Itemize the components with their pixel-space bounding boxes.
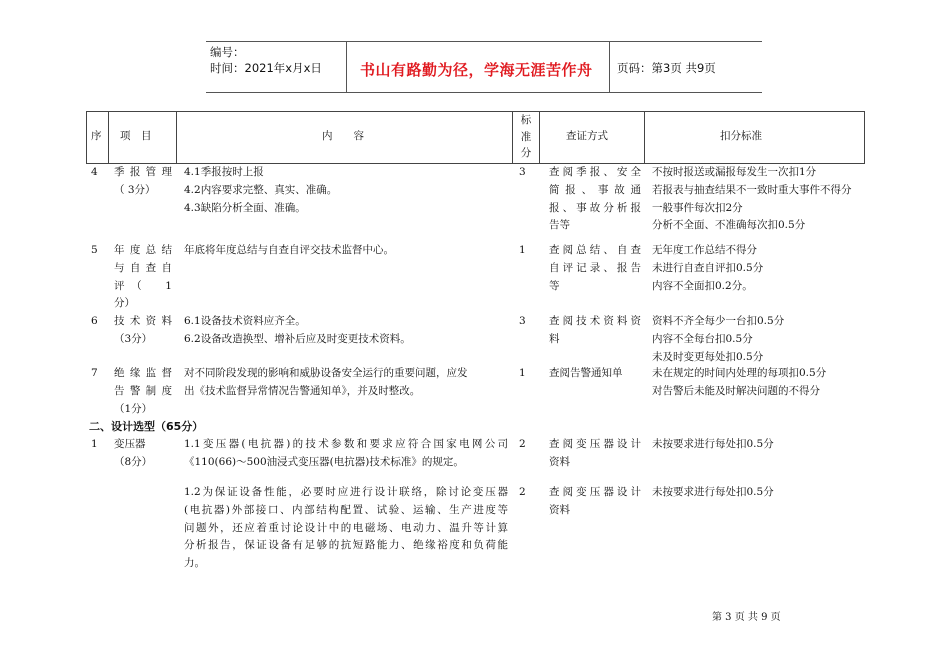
row-method-line: 查阅变压器设计 xyxy=(549,486,641,498)
row-score: 2 xyxy=(519,486,526,498)
row-deduction xyxy=(652,484,774,502)
table-col-border xyxy=(864,111,865,163)
row-method-line: 查阅技术资料资 xyxy=(549,315,641,327)
row-seq: 1 xyxy=(91,438,98,450)
row-method xyxy=(549,242,641,295)
header-deduction: 扣分标准 xyxy=(720,130,762,142)
header-standard xyxy=(513,112,539,162)
header-seq: 序 xyxy=(91,130,102,142)
table-top-border xyxy=(86,111,865,112)
row-content-line: 1.2为保证设备性能，必要时应进行设计联络，除讨论变压器 xyxy=(184,486,508,498)
row-method-line: 简报、事故通 xyxy=(549,183,641,196)
row-score: 1 xyxy=(519,367,526,379)
row-method-line: 等 xyxy=(549,279,560,292)
row-item xyxy=(114,164,172,200)
row-method-line: 自评记录、报告 xyxy=(549,261,641,274)
row-deduction-line: 对告警后未能及时解决问题的不得分 xyxy=(652,384,820,397)
row-content xyxy=(184,164,337,217)
row-content-line: (电抗器)外部接口、内部结构配置、试验、运输、生产进度等 xyxy=(184,503,508,516)
row-deduction-line: 未及时变更每处扣0.5分 xyxy=(652,350,764,363)
row-method-line: 查阅季报、安全 xyxy=(549,166,641,178)
row-content xyxy=(184,484,508,573)
row-content-line: 6.2设备改造换型、增补后应及时变更技术资料。 xyxy=(184,332,411,345)
row-content-line: 6.1设备技术资料应齐全。 xyxy=(184,315,306,327)
row-item-line: （1分） xyxy=(114,402,153,415)
row-method xyxy=(549,484,641,520)
row-deduction-line: 分析不全面、不准确每次扣0.5分 xyxy=(652,219,806,232)
header-standard-line: 准 xyxy=(520,130,532,143)
row-deduction xyxy=(652,313,784,366)
page-label: 页码：第3页 共9页 xyxy=(617,61,716,75)
row-deduction-line: 未按要求进行每处扣0.5分 xyxy=(652,438,774,450)
row-method xyxy=(549,436,641,472)
header-content: 内 容 xyxy=(322,130,364,142)
row-method-line: 资料 xyxy=(549,503,570,516)
row-method-line: 报、事故分析报 xyxy=(549,201,641,214)
row-content-line: 力。 xyxy=(184,557,205,570)
table-col-border xyxy=(176,111,177,163)
row-deduction xyxy=(652,164,852,235)
row-method xyxy=(549,164,641,235)
row-item xyxy=(114,436,172,472)
row-content-line: 1.1变压器(电抗器)的技术参数和要求应符合国家电网公司 xyxy=(184,438,508,450)
row-deduction xyxy=(652,365,826,401)
header-standard-line: 分 xyxy=(520,147,532,159)
row-content xyxy=(184,365,468,401)
row-seq: 7 xyxy=(91,367,98,379)
row-score: 3 xyxy=(519,166,526,178)
row-content-line: 4.3缺陷分析全面、准确。 xyxy=(184,201,306,214)
header-standard-line: 标 xyxy=(520,114,532,126)
header-item: 项 目 xyxy=(120,130,152,142)
row-deduction xyxy=(652,436,774,454)
row-deduction-line: 资料不齐全每少一台扣0.5分 xyxy=(652,315,785,327)
table-col-border xyxy=(539,111,540,163)
row-content-line: 出《技术监督异常情况告警通知单》，并及时整改。 xyxy=(184,384,421,397)
row-method-line: 料 xyxy=(549,332,560,345)
code-label: 编号： xyxy=(210,45,245,59)
row-item-line: （3分） xyxy=(114,332,153,345)
row-method-line: 查阅告警通知单 xyxy=(549,367,623,379)
row-deduction-line: 若报表与抽查结果不一致时重大事件不得分 xyxy=(652,183,852,196)
row-content-line: 问题外，还应着重讨论设计中的电磁场、电动力、温升等计算 xyxy=(184,521,508,534)
row-seq: 6 xyxy=(91,315,98,327)
row-method xyxy=(549,313,641,349)
row-content xyxy=(184,436,508,472)
table-col-border xyxy=(108,111,109,163)
row-item-line: （ 3分） xyxy=(114,183,156,196)
row-content-line: 年底将年度总结与自查自评交技术监督中心。 xyxy=(184,244,394,256)
row-item xyxy=(114,242,172,313)
row-score: 2 xyxy=(519,438,526,450)
row-content xyxy=(184,313,411,349)
header-divider-right xyxy=(609,41,610,93)
header-bottom-rule xyxy=(206,92,762,93)
row-content-line: 4.2内容要求完整、真实、准确。 xyxy=(184,183,338,196)
row-deduction-line: 内容不全每台扣0.5分 xyxy=(652,332,753,345)
header-divider-left xyxy=(346,41,347,93)
row-content-line: 对不同阶段发现的影响和威胁设备安全运行的重要问题，应发 xyxy=(184,367,468,379)
row-seq: 5 xyxy=(91,244,98,256)
header-method: 查证方式 xyxy=(566,130,608,142)
row-method-line: 资料 xyxy=(549,455,570,468)
header-top-rule xyxy=(206,41,762,42)
row-deduction-line: 内容不全面扣0.2分。 xyxy=(652,279,753,292)
motto: 书山有路勤为径，学海无涯苦作舟 xyxy=(360,61,593,79)
row-score: 1 xyxy=(519,244,526,256)
row-item-line: 年度总结 xyxy=(114,244,172,256)
row-deduction-line: 无年度工作总结不得分 xyxy=(652,244,757,256)
row-score: 3 xyxy=(519,315,526,327)
row-deduction xyxy=(652,242,763,295)
row-item-line: 告警制度 xyxy=(114,384,172,397)
row-method-line: 查阅总结、自查 xyxy=(549,244,641,256)
row-item-line: 评（ 1 xyxy=(114,279,172,292)
table-col-border xyxy=(86,111,87,163)
row-content-line: 《110(66)～500油浸式变压器(电抗器)技术标准》的规定。 xyxy=(184,455,464,468)
row-item-line: 变压器 xyxy=(114,438,146,450)
time-label: 时间：2021年x月x日 xyxy=(210,61,322,75)
row-content-line: 分析报告，保证设备有足够的抗短路能力、绝缘裕度和负荷能 xyxy=(184,539,508,552)
row-item-line: 技术资料 xyxy=(114,315,172,327)
section-title: 二、设计选型（65分） xyxy=(89,420,204,433)
row-deduction-line: 一般事件每次扣2分 xyxy=(652,201,743,214)
row-content xyxy=(184,242,394,260)
row-item-line: （8分） xyxy=(114,455,153,468)
row-item-line: 分） xyxy=(114,297,135,310)
row-method xyxy=(549,365,623,383)
row-deduction-line: 未按要求进行每处扣0.5分 xyxy=(652,486,774,498)
row-item xyxy=(114,313,172,349)
row-item-line: 绝缘监督 xyxy=(114,367,172,379)
row-content-line: 4.1季报按时上报 xyxy=(184,166,264,178)
row-method-line: 告等 xyxy=(549,219,570,232)
row-item-line: 季报管理 xyxy=(114,166,172,178)
table-col-border xyxy=(644,111,645,163)
row-item xyxy=(114,365,172,418)
page-footer: 第 3 页 共 9 页 xyxy=(712,612,781,623)
row-deduction-line: 未在规定的时间内处理的每项扣0.5分 xyxy=(652,367,827,379)
row-method-line: 查阅变压器设计 xyxy=(549,438,641,450)
row-deduction-line: 未进行自查自评扣0.5分 xyxy=(652,261,764,274)
row-item-line: 与自查自 xyxy=(114,261,172,274)
row-seq: 4 xyxy=(91,166,98,178)
row-deduction-line: 不按时报送或漏报每发生一次扣1分 xyxy=(652,166,817,178)
